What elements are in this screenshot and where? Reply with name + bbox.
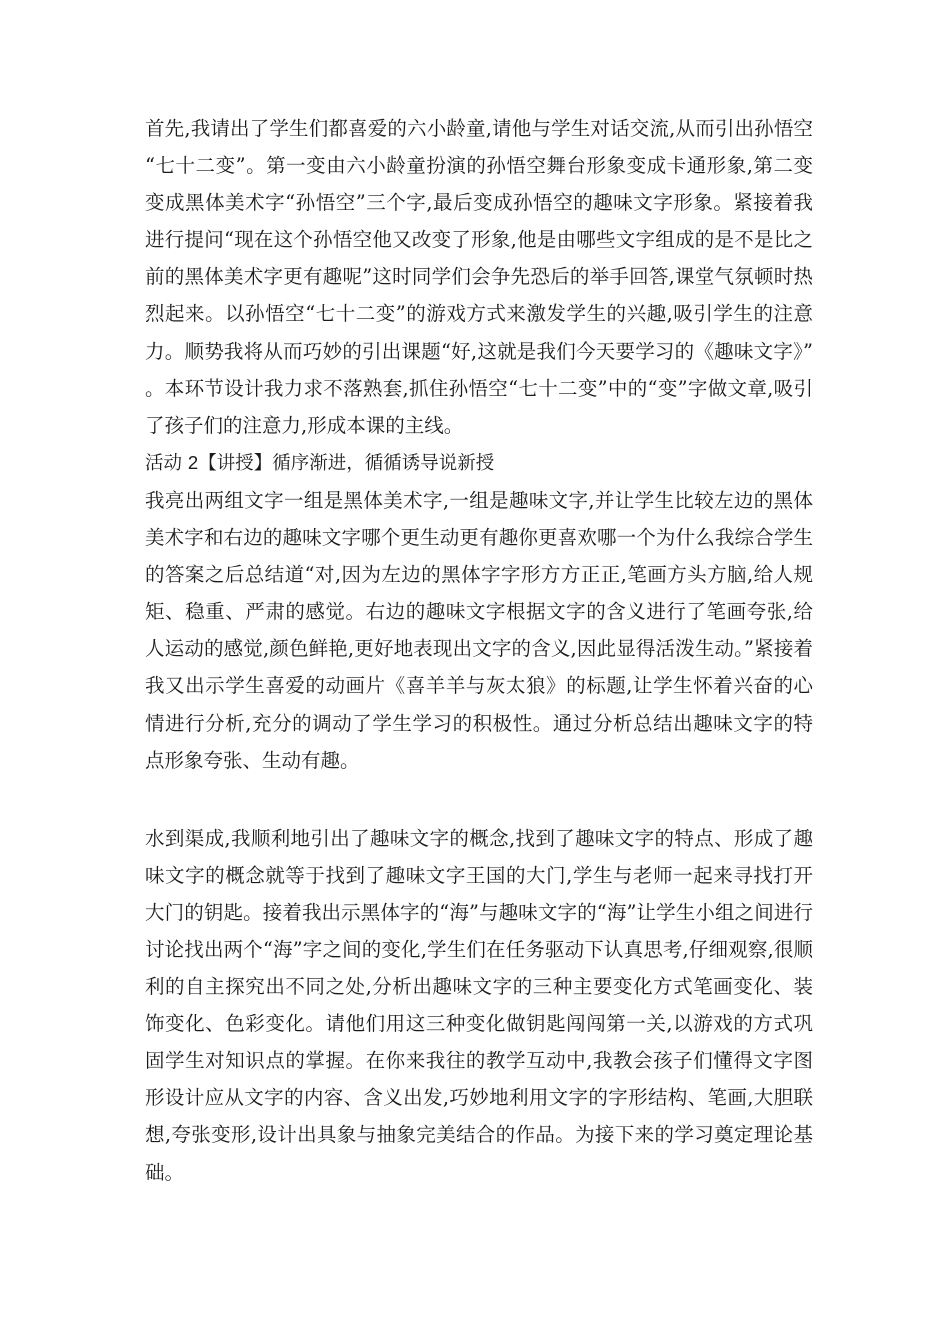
paragraph-intro: 首先,我请出了学生们都喜爱的六小龄童,请他与学生对话交流,从而引出孙悟空“七十二变”。第一变由六小龄童扮演的孙悟空舞台形象变成卡通形象,第二变变成黑体美术字“孙悟空”三个字,最后变成孙悟空的趣味文字形象。紧接着我进行提问“现在这个孙悟空他又改变了形象,他是由哪些文字组成的是不是比之前的黑体美术字更有趣呢”这时同学们会争先恐后的举手回答,课堂气氛顿时热烈起来。以孙悟空“七十二变”的游戏方式来激发学生的兴趣,吸引学生的注意力。顺势我将从而巧妙的引出课题“好,这就是我们今天要学习的《趣味文字》”。本环节设计我力求不落熟套,抓住孙悟空“七十二变”中的“变”字做文章,吸引了孩子们的注意力,形成本课的主线。 — [145, 117, 813, 437]
heading-title: 【讲授】循序渐进，循循诱导说新授 — [198, 452, 495, 474]
paragraph-concept: 水到渠成,我顺利地引出了趣味文字的概念,找到了趣味文字的特点、形成了趣味文字的概念就等于找到了趣味文字王国的大门,学生与老师一起来寻找打开大门的钥匙。接着我出示黑体字的“海”与趣味文字的“海”让学生小组之间进行讨论找出两个“海”字之间的变化,学生们在任务驱动下认真思考,仔细观察,很顺利的自主探究出不同之处,分析出趣味文字的三种主要变化方式笔画变化、装饰变化、色彩变化。请他们用这三种变化做钥匙闯闯第一关,以游戏的方式巩固学生对知识点的掌握。在你来我往的教学互动中,我教会孩子们懂得文字图形设计应从文字的内容、含义出发,巧妙地利用文字的字形结构、笔画,大胆联想,夸张变形,设计出具象与抽象完美结合的作品。为接下来的学习奠定理论基础。 — [145, 826, 813, 1184]
heading-prefix: 活动 — [145, 452, 183, 474]
heading-number: 2 — [187, 451, 199, 473]
paragraph-activity-2: 我亮出两组文字一组是黑体美术字,一组是趣味文字,并让学生比较左边的黑体美术字和右边的趣味文字哪个更生动更有趣你更喜欢哪一个为什么我综合学生的答案之后总结道“对,因为左边的黑体字字形方方正正,笔画方头方脑,给人规矩、稳重、严肃的感觉。右边的趣味文字根据文字的含义进行了笔画夸张,给人运动的感觉,颜色鲜艳,更好地表现出文字的含义,因此显得活泼生动。”紧接着我又出示学生喜爱的动画片《喜羊羊与灰太狼》的标题,让学生怀着兴奋的心情进行分析,充分的调动了学生学习的积极性。通过分析总结出趣味文字的特点形象夸张、生动有趣。 — [145, 488, 813, 772]
activity-2-heading — [145, 444, 813, 482]
document-page — [145, 110, 813, 1191]
